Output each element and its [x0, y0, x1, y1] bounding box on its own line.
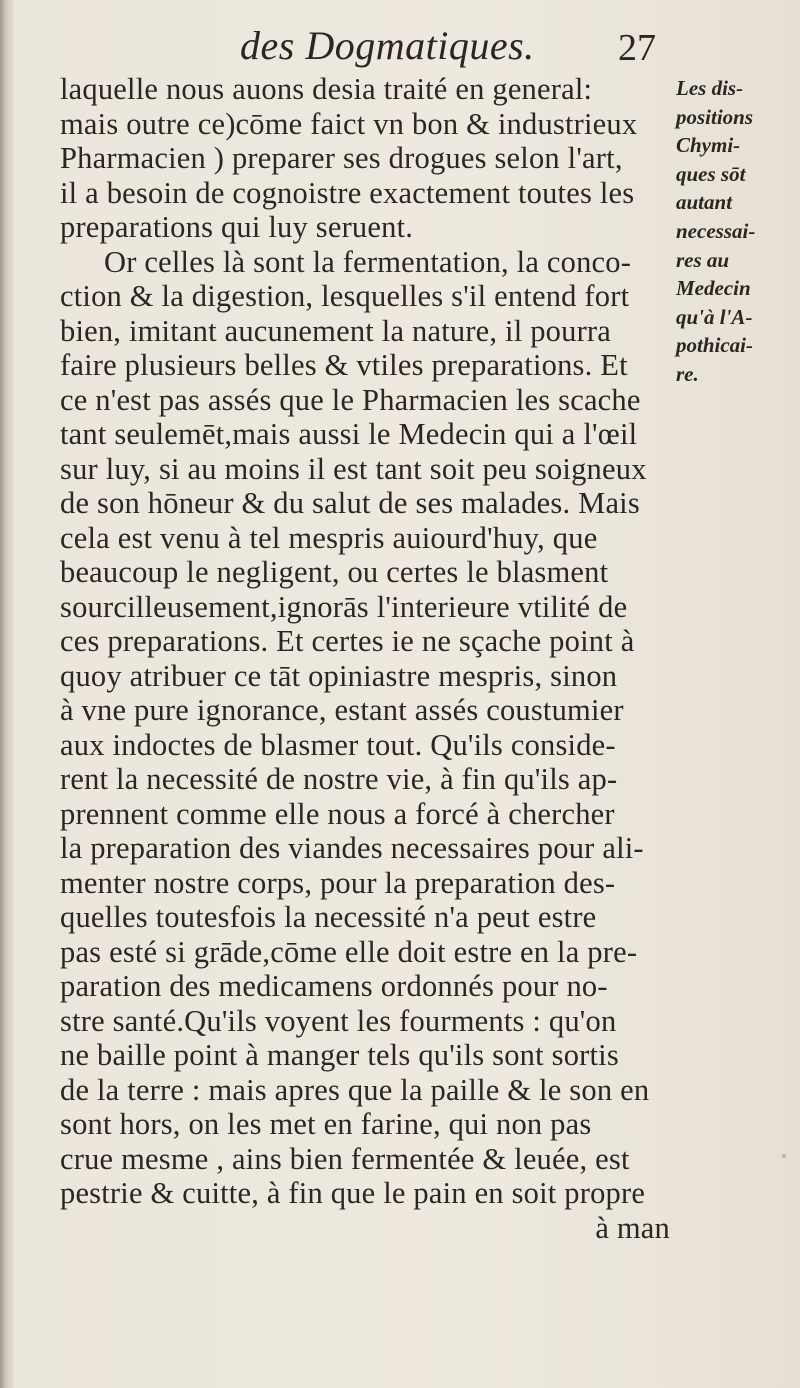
text-line: mais outre ce)cōme faict vn bon & industrieux [60, 106, 638, 141]
text-line: rent la necessité de nostre vie, à fin qu'ils ap- [60, 762, 618, 796]
text-line: aux indoctes de blasmer tout. Qu'ils conside- [60, 727, 616, 762]
text-line: sont hors, on les met en farine, qui non pas [60, 1107, 592, 1141]
body-text [60, 72, 670, 1245]
paragraph-start-line: Or celles là sont la fermentation, la conco- [104, 244, 632, 279]
text-line: il a besoin de cognoistre exactement toutes les [60, 175, 635, 210]
margin-note-line: autant [676, 190, 733, 215]
text-line: à vne pure ignorance, estant assés coustumier [60, 693, 624, 727]
running-head [0, 12, 800, 72]
text-line: de la terre : mais apres que la paille & le son en [60, 1072, 650, 1107]
margin-note-line: qu'à l'A- [676, 304, 753, 329]
margin-note-line: re. [676, 361, 699, 386]
text-line: pas esté si grāde,cōme elle doit estre en la pre- [60, 934, 638, 969]
text-line: pestrie & cuitte, à fin que le pain en soit propre [60, 1176, 646, 1210]
margin-note-line: res au [676, 247, 730, 272]
text-line: la preparation des viandes necessaires pour ali- [60, 831, 644, 865]
text-line: de son hōneur & du salut de ses malades. Mais [60, 486, 640, 520]
paper-speck [782, 1154, 786, 1158]
margin-note-line: Les dis- [676, 76, 744, 100]
text-line: ction & la digestion, lesquelles s'il entend fort [60, 279, 630, 313]
text-line: laquelle nous auons desia traité en general: [60, 72, 593, 106]
text-line: cela est venu à tel mespris auiourd'huy, que [60, 520, 598, 555]
text-line: beaucoup le negligent, ou certes le blasment [60, 555, 609, 589]
text-line: stre santé.Qu'ils voyent les fourments : qu'on [60, 1003, 617, 1038]
running-title: des Dogmatiques. [240, 23, 535, 68]
text-line: quelles toutesfois la necessité n'a peut estre [60, 900, 597, 934]
text-line: faire plusieurs belles & vtiles preparations. Et [60, 348, 628, 382]
text-line: bien, imitant aucunement la nature, il pourra [60, 313, 612, 348]
text-line: prennent comme elle nous a forcé à chercher [60, 796, 615, 831]
page-gutter-shadow [0, 0, 14, 1388]
margin-note-line: Medecin [676, 276, 751, 301]
text-line: ces preparations. Et certes ie ne sçache point à [60, 624, 635, 658]
text-line: paration des medicamens ordonnés pour no- [60, 969, 608, 1003]
text-line: sourcilleusement,ignorās l'interieure vtilité de [60, 589, 628, 624]
text-line: sur luy, si au moins il est tant soit peu soigneux [60, 451, 647, 486]
margin-note-line: necessai- [676, 218, 756, 243]
margin-note-line: Chymi- [676, 133, 741, 158]
text-line: ne baille point à manger tels qu'ils sont sortis [60, 1038, 619, 1072]
text-line: tant seulemēt,mais aussi le Medecin qui a l'œil [60, 417, 638, 451]
text-line: quoy atribuer ce tāt opiniastre mespris, sinon [60, 658, 618, 693]
text-line: crue mesme , ains bien fermentée & leuée, est [60, 1141, 630, 1176]
margin-note-line: ques sōt [676, 161, 746, 186]
text-line: preparations qui luy seruent. [60, 210, 414, 244]
margin-note [676, 74, 796, 389]
catchword: à man [595, 1210, 670, 1245]
margin-note-line: positions [676, 104, 754, 129]
text-line: ce n'est pas assés que le Pharmacien les scache [60, 382, 641, 417]
page-number: 27 [618, 27, 656, 69]
text-line: menter nostre corps, pour la preparation des- [60, 865, 616, 900]
text-line: Pharmacien ) preparer ses drogues selon l'art, [60, 141, 623, 175]
margin-note-line: pothicai- [676, 333, 753, 358]
